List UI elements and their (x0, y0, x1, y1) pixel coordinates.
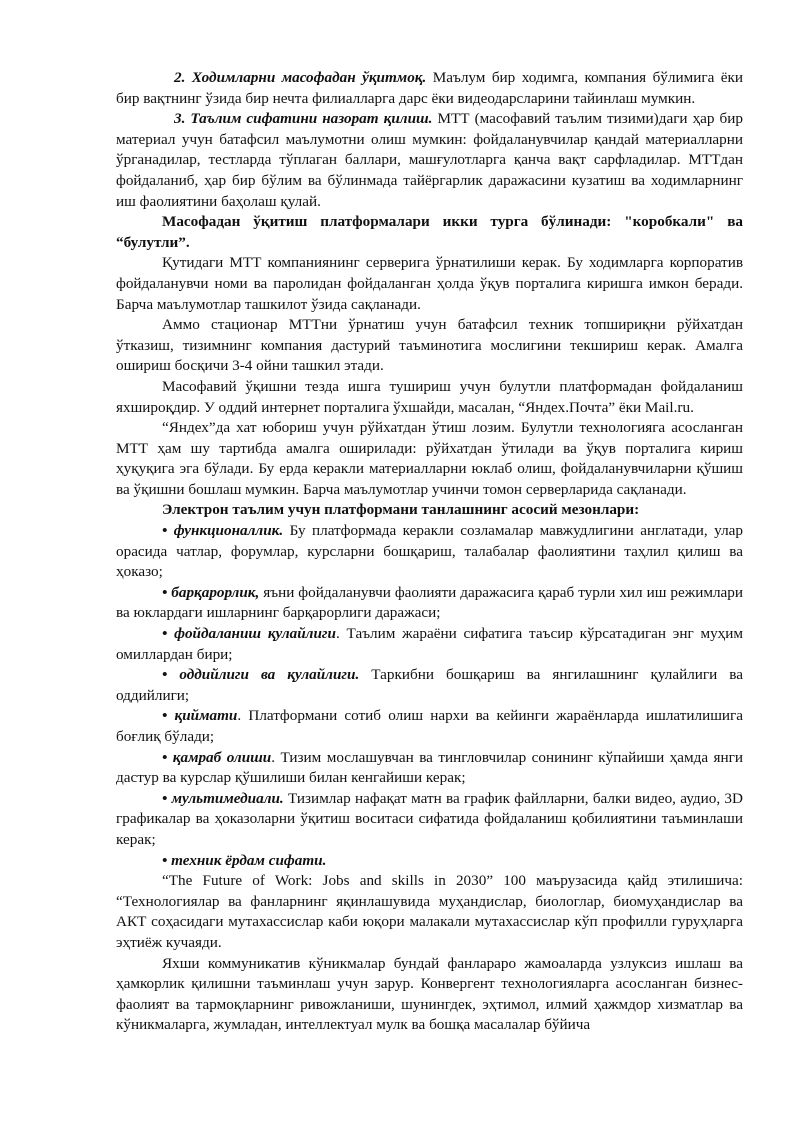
list-item-lead: • фойдаланиш қулайлиги (162, 625, 336, 643)
list-item-cost (116, 706, 743, 747)
list-item-lead: • мультимедиали. (162, 789, 284, 807)
list-item-lead: • барқарорлик, (162, 583, 260, 601)
list-item-text: . Таълим жараёни сифатига таъсир кўрсатадиган энг муҳим омиллардан бири; (116, 625, 743, 663)
paragraph-text: Маълум бир ходимга, компания бўлимига ёки бир вақтнинг ўзида бир нечта филиалларга дарс ёки видеодарсларини тайинлаш мумкин. (116, 69, 743, 107)
list-item-coverage (116, 748, 743, 789)
paragraph-lead: 3. Таълим сифатини назорат қилиш. (174, 110, 433, 128)
paragraph-lead: 2. Ходимларни масофадан ўқитмоқ. (174, 69, 427, 86)
list-item-text: Таркибни бошқариш ва янгилашнинг қулайлиги ва оддийлиги; (116, 666, 743, 704)
paragraph-quality-control (116, 109, 743, 212)
list-item-text: Тизимлар нафақат матн ва график файлларни, балки видео, аудио, 3D графикалар ва ҳоказоларни ўқитиш воситаси сифатида фойдаланиш қобилиятини таъминлаши керак; (116, 789, 743, 848)
paragraph-cloud-platform: Масофавий ўқишни тезда ишга тушириш учун булутли платформадан фойдаланиш яхшироқдир. У оддий интернет порталига ўхшайди, масалан, “Яндех.Почта” ёки Mail.ru. (116, 377, 743, 416)
heading-selection-criteria: Электрон таълим учун платформани танлашнинг асосий мезонлари: (162, 501, 640, 519)
list-item-stability (116, 583, 743, 624)
list-item-simplicity (116, 665, 743, 706)
list-item-lead: • қамраб олиши (162, 748, 272, 766)
list-item-functionality (116, 521, 743, 583)
list-item-tech-support (116, 851, 743, 872)
paragraph-future-of-work: “The Future of Work: Jobs and skills in 2030” 100 маърузасида қайд этилишича: “Технологиялар ва фанларнинг яқинлашувида муҳандислар, биологлар, биомуҳандислар ва АКТ соҳасидаги мутахассислар каби юқори малакали мутахассислар кўп профилли гуруҳларга эҳтиёж кучаяди. (116, 872, 743, 951)
list-item-lead: • функционаллик. (162, 522, 284, 540)
paragraph-yandex-example: “Яндех”да хат юбориш учун рўйхатдан ўтиш лозим. Булутли технологияга асосланган МТТ ҳам шу тартибда амалга оширилади: рўйхатдан ўтилади ва ўқув порталига кириш ҳуқуқига эга бўлади. Бу ерда керакли материалларни юклаб олиш, фойдаланувчиларни қўшиш ва ўқишни бошлаш мумкин. Барча маълумотлар учинчи томон серверларида сақланади. (116, 419, 743, 498)
list-item-text: яъни фойдаланувчи фаолияти даражасига қараб турли хил иш режимлари ва юклардаги ишларнинг барқарорлиги даражаси; (116, 583, 743, 622)
list-item-multimedia (116, 789, 743, 851)
list-item-text: . Платформани сотиб олиш нархи ва кейинги жараёнларда ишлатилишига боғлиқ бўлади; (116, 707, 744, 745)
list-item-lead: • қиймати (162, 707, 238, 725)
paragraph-text: МТТ (масофавий таълим тизими)даги ҳар бир материал учун батафсил маълумотни олиш мумкин: фойдаланувчилар қандай материалларни ўрганадилар, тестларда тўплаган баллари, машғулотларга қанча вақт сарфладилар. МТТдан фойдаланиб, ҳар бир бўлим ва бўлинмада тайёргарлик даражасини кузатиш ва ходимларнинг иш фаолиятини баҳолаш қулай. (116, 110, 743, 210)
list-item-lead: • техник ёрдам сифати. (162, 851, 327, 869)
list-item-text: . Тизим мослашувчан ва тингловчилар сонининг кўпайиши ҳамда янги дастур ва курслар қўшилиши билан кенгайиши керак; (116, 748, 743, 787)
paragraph-remote-training (116, 68, 743, 109)
list-item-usability (116, 624, 743, 665)
list-item-lead: • оддийлиги ва қулайлиги. (162, 666, 360, 684)
paragraph-stationary-lms: Аммо стационар МТТни ўрнатиш учун батафсил техник топшириқни рўйхатдан ўтказиш, тизимнинг компания дастурий таъминотига мослигини текшириш керак. Амалга ошириш босқичи 3-4 ойни ташкил этади. (116, 316, 743, 375)
list-item-text: Бу платформада керакли созламалар мавжудлигини англатади, улар орасида чатлар, форумлар, курсларни бошқариш, талабалар фаолиятини таҳлил қилиш ва ҳоказо; (116, 522, 743, 581)
paragraph-communication-skills: Яхши коммуникатив кўникмалар бундай фанлараро жамоаларда узлуксиз ишлаш ва ҳамкорлик қилишни таъминлаш учун зарур. Конвергент технологияларга асосланган бизнес-фаолият ва тармоқларнинг ривожланиши, шунингдек, эҳтимол, илмий ҳажмдор хизматлар ва кўникмаларга, жумладан, интеллектуал мулк ва бошқа масалалар бўйича (116, 954, 743, 1034)
heading-platform-types: Масофадан ўқитиш платформалари икки турга бўлинади: "коробкали" ва “булутли”. (116, 213, 743, 251)
paragraph-boxed-lms: Қутидаги МТТ компаниянинг серверига ўрнатилиши керак. Бу ходимларга корпоратив фойдаланувчи номи ва паролидан фойдаланган ҳолда ўқув порталига киришга имкон беради. Барча маълумотлар ташкилот ўзида сақланади. (116, 254, 743, 313)
